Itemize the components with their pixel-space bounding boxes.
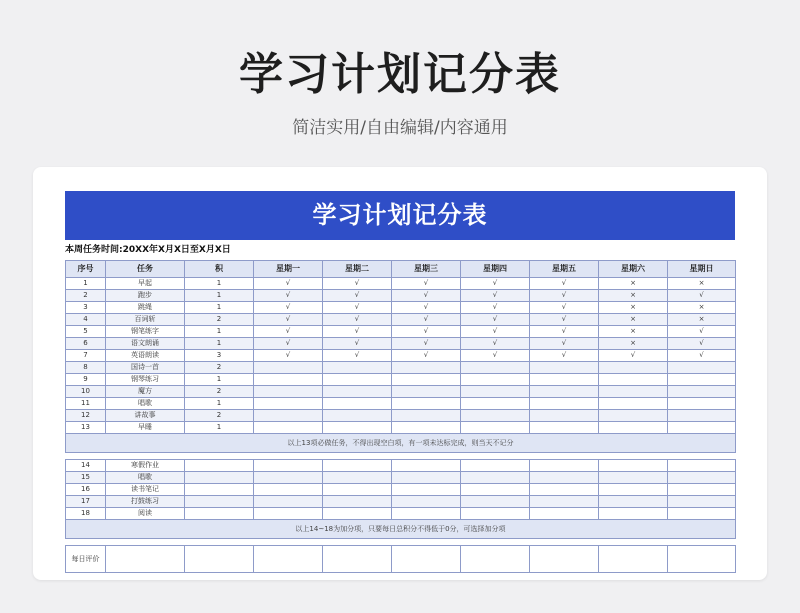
day-mark[interactable]: √ (461, 314, 530, 326)
task-score: 2 (185, 410, 254, 422)
table-row (66, 302, 736, 314)
day-mark[interactable]: × (668, 314, 736, 326)
daily-table (65, 545, 736, 573)
row-number: 3 (66, 302, 106, 314)
bonus-note: 以上14~18为加分项，只要每日总积分不得低于0分，可选择加分项 (66, 520, 736, 539)
empty-cell[interactable] (185, 508, 254, 520)
daily-cell[interactable] (392, 546, 461, 573)
empty-cell[interactable] (254, 460, 323, 472)
empty-cell[interactable] (461, 508, 530, 520)
row-number: 13 (66, 422, 106, 434)
page-title: 学习计划记分表 (239, 49, 561, 100)
task-name: 读书笔记 (106, 484, 185, 496)
empty-cell[interactable] (392, 472, 461, 484)
task-name: 讲故事 (106, 410, 185, 422)
day-mark[interactable] (392, 362, 461, 374)
empty-cell[interactable] (254, 472, 323, 484)
day-mark[interactable] (599, 386, 668, 398)
day-mark[interactable]: √ (323, 338, 392, 350)
task-score: 3 (185, 350, 254, 362)
empty-cell[interactable] (599, 508, 668, 520)
task-period: 本周任务时间:20XX年X月X日至X月X日 (65, 245, 231, 255)
empty-cell[interactable] (599, 460, 668, 472)
table-row (66, 326, 736, 338)
day-mark[interactable] (668, 422, 736, 434)
day-mark[interactable]: × (599, 278, 668, 290)
daily-cell[interactable] (185, 546, 254, 573)
row-number: 8 (66, 362, 106, 374)
row-number: 15 (66, 472, 106, 484)
row-number: 16 (66, 484, 106, 496)
table-row (66, 350, 736, 362)
task-score: 2 (185, 362, 254, 374)
day-mark[interactable] (392, 422, 461, 434)
empty-cell[interactable] (530, 460, 599, 472)
day-mark[interactable]: × (668, 278, 736, 290)
day-mark[interactable]: √ (254, 290, 323, 302)
empty-cell[interactable] (254, 484, 323, 496)
task-score: 1 (185, 302, 254, 314)
day-mark[interactable]: √ (254, 278, 323, 290)
table-row (66, 460, 736, 472)
task-score: 1 (185, 278, 254, 290)
day-mark[interactable]: √ (254, 314, 323, 326)
day-mark[interactable]: × (599, 314, 668, 326)
day-mark[interactable]: √ (530, 290, 599, 302)
day-mark[interactable]: √ (530, 338, 599, 350)
task-name: 阅读 (106, 508, 185, 520)
task-name: 百词斩 (106, 314, 185, 326)
header-cell: 星期一 (254, 261, 323, 278)
bonus-table (65, 459, 736, 539)
daily-cell[interactable] (323, 546, 392, 573)
row-number: 9 (66, 374, 106, 386)
empty-cell[interactable] (668, 508, 736, 520)
day-mark[interactable]: √ (323, 278, 392, 290)
day-mark[interactable]: √ (392, 314, 461, 326)
header-row (66, 261, 736, 278)
table-row (66, 338, 736, 350)
header-cell: 序号 (66, 261, 106, 278)
row-number: 6 (66, 338, 106, 350)
day-mark[interactable] (323, 362, 392, 374)
row-number: 18 (66, 508, 106, 520)
table-row (66, 314, 736, 326)
task-score: 1 (185, 290, 254, 302)
daily-cell[interactable] (599, 546, 668, 573)
day-mark[interactable]: × (599, 290, 668, 302)
day-mark[interactable]: √ (254, 326, 323, 338)
day-mark[interactable] (323, 386, 392, 398)
day-mark[interactable] (668, 374, 736, 386)
row-number: 1 (66, 278, 106, 290)
daily-cell[interactable] (106, 546, 185, 573)
daily-cell[interactable] (668, 546, 736, 573)
empty-cell[interactable] (323, 484, 392, 496)
day-mark[interactable]: √ (323, 302, 392, 314)
header-cell: 星期五 (530, 261, 599, 278)
day-mark[interactable]: √ (599, 350, 668, 362)
task-name: 唱歌 (106, 472, 185, 484)
task-name: 打鼓练习 (106, 496, 185, 508)
task-name: 跑步 (106, 290, 185, 302)
empty-cell[interactable] (392, 508, 461, 520)
empty-cell[interactable] (668, 496, 736, 508)
day-mark[interactable]: √ (323, 290, 392, 302)
task-score: 1 (185, 338, 254, 350)
day-mark[interactable]: √ (254, 350, 323, 362)
task-score: 2 (185, 386, 254, 398)
empty-cell[interactable] (461, 460, 530, 472)
empty-cell[interactable] (185, 496, 254, 508)
day-mark[interactable]: √ (254, 302, 323, 314)
day-mark[interactable] (599, 422, 668, 434)
task-name: 钢琴练习 (106, 374, 185, 386)
empty-cell[interactable] (461, 496, 530, 508)
day-mark[interactable] (461, 374, 530, 386)
empty-cell[interactable] (392, 496, 461, 508)
task-name: 英语朗读 (106, 350, 185, 362)
day-mark[interactable] (461, 398, 530, 410)
day-mark[interactable] (323, 422, 392, 434)
daily-row (66, 546, 736, 573)
task-name: 唱歌 (106, 398, 185, 410)
daily-cell[interactable] (254, 546, 323, 573)
day-mark[interactable]: √ (392, 350, 461, 362)
task-score: 2 (185, 314, 254, 326)
empty-cell[interactable] (392, 460, 461, 472)
task-name: 早睡 (106, 422, 185, 434)
header-cell: 星期三 (392, 261, 461, 278)
day-mark[interactable] (392, 398, 461, 410)
day-mark[interactable]: √ (668, 350, 736, 362)
table-row (66, 484, 736, 496)
day-mark[interactable]: √ (530, 278, 599, 290)
day-mark[interactable] (323, 410, 392, 422)
day-mark[interactable] (530, 398, 599, 410)
empty-cell[interactable] (323, 460, 392, 472)
day-mark[interactable] (599, 410, 668, 422)
day-mark[interactable]: √ (254, 338, 323, 350)
empty-cell[interactable] (530, 508, 599, 520)
header-cell: 星期四 (461, 261, 530, 278)
required-table (65, 260, 736, 453)
task-score: 1 (185, 326, 254, 338)
empty-cell[interactable] (323, 508, 392, 520)
empty-cell[interactable] (530, 484, 599, 496)
day-mark[interactable] (461, 386, 530, 398)
task-name: 国诗一首 (106, 362, 185, 374)
table-row (66, 374, 736, 386)
task-name: 早起 (106, 278, 185, 290)
header-cell: 任务 (106, 261, 185, 278)
day-mark[interactable]: √ (461, 326, 530, 338)
day-mark[interactable] (530, 410, 599, 422)
row-number: 14 (66, 460, 106, 472)
day-mark[interactable] (668, 386, 736, 398)
empty-cell[interactable] (530, 496, 599, 508)
day-mark[interactable]: × (599, 302, 668, 314)
empty-cell[interactable] (530, 472, 599, 484)
day-mark[interactable]: √ (461, 350, 530, 362)
task-name: 跳绳 (106, 302, 185, 314)
day-mark[interactable]: √ (392, 278, 461, 290)
day-mark[interactable] (392, 410, 461, 422)
day-mark[interactable] (599, 398, 668, 410)
day-mark[interactable]: √ (530, 314, 599, 326)
day-mark[interactable] (254, 362, 323, 374)
table-row (66, 508, 736, 520)
table-row (66, 472, 736, 484)
empty-cell[interactable] (599, 496, 668, 508)
empty-cell[interactable] (599, 484, 668, 496)
day-mark[interactable] (599, 362, 668, 374)
table-row (66, 278, 736, 290)
empty-cell[interactable] (668, 472, 736, 484)
row-number: 12 (66, 410, 106, 422)
day-mark[interactable]: √ (392, 326, 461, 338)
empty-cell[interactable] (185, 472, 254, 484)
day-mark[interactable] (668, 410, 736, 422)
day-mark[interactable] (530, 374, 599, 386)
task-name: 钢笔练字 (106, 326, 185, 338)
day-mark[interactable]: √ (461, 278, 530, 290)
day-mark[interactable] (254, 422, 323, 434)
empty-cell[interactable] (323, 496, 392, 508)
day-mark[interactable]: × (599, 326, 668, 338)
header-cell: 积 (185, 261, 254, 278)
day-mark[interactable] (254, 374, 323, 386)
row-number: 10 (66, 386, 106, 398)
row-number: 17 (66, 496, 106, 508)
day-mark[interactable]: √ (668, 338, 736, 350)
empty-cell[interactable] (461, 484, 530, 496)
header-cell: 星期二 (323, 261, 392, 278)
day-mark[interactable] (461, 362, 530, 374)
empty-cell[interactable] (323, 472, 392, 484)
empty-cell[interactable] (668, 484, 736, 496)
empty-cell[interactable] (668, 460, 736, 472)
day-mark[interactable]: √ (323, 350, 392, 362)
day-mark[interactable] (254, 398, 323, 410)
day-mark[interactable]: √ (392, 302, 461, 314)
day-mark[interactable]: × (668, 302, 736, 314)
day-mark[interactable] (599, 374, 668, 386)
day-mark[interactable]: × (599, 338, 668, 350)
empty-cell[interactable] (185, 484, 254, 496)
row-number: 11 (66, 398, 106, 410)
day-mark[interactable] (530, 386, 599, 398)
row-number: 5 (66, 326, 106, 338)
day-mark[interactable]: √ (461, 338, 530, 350)
daily-cell[interactable] (530, 546, 599, 573)
day-mark[interactable] (530, 362, 599, 374)
empty-cell[interactable] (185, 460, 254, 472)
page-subtitle: 简洁实用/自由编辑/内容通用 (292, 118, 508, 138)
required-note: 以上13项必做任务，不得出现空白项，有一项未达标完成，则当天不记分 (66, 434, 736, 453)
header-cell: 星期日 (668, 261, 736, 278)
task-name: 寒假作业 (106, 460, 185, 472)
preview-card (33, 167, 767, 580)
day-mark[interactable]: √ (530, 350, 599, 362)
header-cell: 星期六 (599, 261, 668, 278)
day-mark[interactable]: √ (461, 290, 530, 302)
task-name: 魔方 (106, 386, 185, 398)
day-mark[interactable]: √ (461, 302, 530, 314)
empty-cell[interactable] (461, 472, 530, 484)
day-mark[interactable] (668, 362, 736, 374)
empty-cell[interactable] (254, 496, 323, 508)
day-mark[interactable] (461, 410, 530, 422)
day-mark[interactable] (392, 386, 461, 398)
day-mark[interactable] (254, 410, 323, 422)
day-mark[interactable] (668, 398, 736, 410)
table-row (66, 422, 736, 434)
day-mark[interactable] (461, 422, 530, 434)
table-row (66, 386, 736, 398)
day-mark[interactable] (254, 386, 323, 398)
day-mark[interactable]: √ (323, 314, 392, 326)
task-score: 1 (185, 422, 254, 434)
daily-cell[interactable] (461, 546, 530, 573)
task-score: 1 (185, 374, 254, 386)
day-mark[interactable] (323, 398, 392, 410)
day-mark[interactable]: √ (530, 326, 599, 338)
table-row (66, 410, 736, 422)
day-mark[interactable] (323, 374, 392, 386)
table-row (66, 362, 736, 374)
row-number: 7 (66, 350, 106, 362)
day-mark[interactable]: √ (323, 326, 392, 338)
task-score: 1 (185, 398, 254, 410)
row-number: 4 (66, 314, 106, 326)
score-sheet (65, 191, 735, 573)
day-mark[interactable]: √ (392, 338, 461, 350)
empty-cell[interactable] (392, 484, 461, 496)
table-row (66, 398, 736, 410)
empty-cell[interactable] (254, 508, 323, 520)
day-mark[interactable]: √ (668, 290, 736, 302)
sheet-banner: 学习计划记分表 (65, 191, 735, 240)
task-name: 语文朗诵 (106, 338, 185, 350)
daily-label: 每日评价 (66, 546, 106, 573)
empty-cell[interactable] (599, 472, 668, 484)
table-row (66, 290, 736, 302)
table-row (66, 496, 736, 508)
day-mark[interactable]: √ (668, 326, 736, 338)
day-mark[interactable] (530, 422, 599, 434)
day-mark[interactable]: √ (392, 290, 461, 302)
day-mark[interactable] (392, 374, 461, 386)
row-number: 2 (66, 290, 106, 302)
day-mark[interactable]: √ (530, 302, 599, 314)
